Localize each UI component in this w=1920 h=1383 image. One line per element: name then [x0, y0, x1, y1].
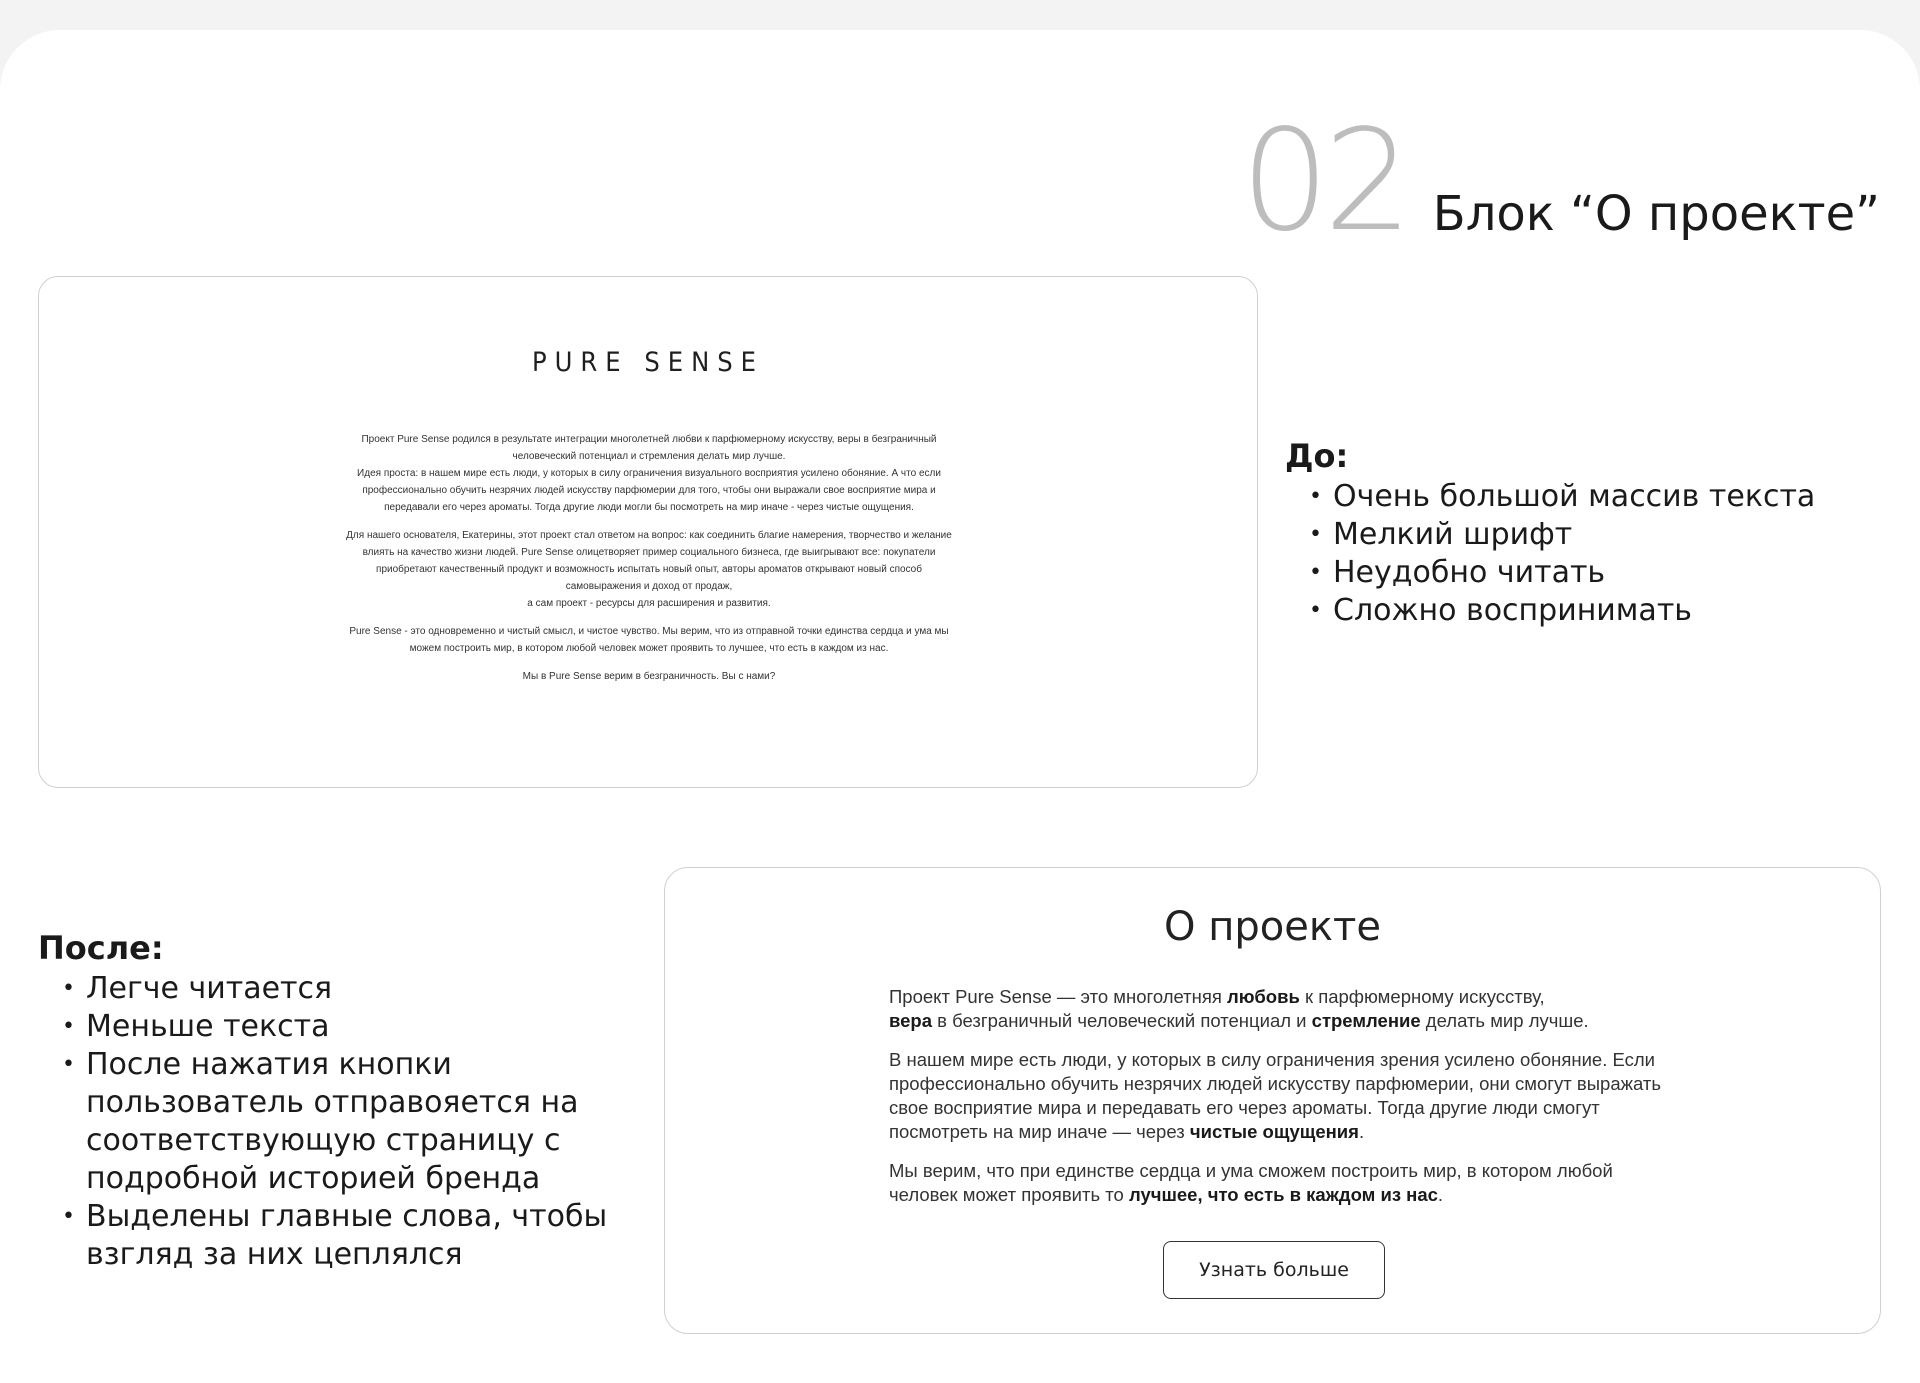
- before-notes: [1285, 438, 1885, 630]
- text-span: делать мир лучше.: [1420, 1010, 1589, 1031]
- before-list-item: • Неудобно читать: [1309, 554, 1885, 592]
- after-screenshot-card: [664, 867, 1881, 1334]
- before-screenshot-card: [38, 276, 1258, 788]
- before-list-item: • Очень большой массив текста: [1309, 478, 1885, 516]
- after-body-text: [889, 985, 1679, 1222]
- after-notes: [38, 930, 638, 1274]
- after-list-item: • После нажатия кнопки пользователь отправояется на соответствующую страницу с подробной историей бренда: [62, 1046, 638, 1198]
- before-paragraph: Мы в Pure Sense верим в безграничность. Вы с нами?: [522, 671, 776, 682]
- section-number: 02: [1240, 100, 1407, 263]
- before-heading: До:: [1285, 437, 1349, 475]
- slide-header: [1240, 100, 1880, 263]
- after-list-item: • Легче читается: [62, 970, 638, 1008]
- highlight-word: вера: [889, 1010, 933, 1031]
- after-list: [38, 970, 638, 1274]
- before-list-item: • Сложно воспринимать: [1309, 592, 1885, 630]
- text-span: .: [1437, 1184, 1444, 1205]
- before-paragraph: Проект Pure Sense родился в результате интеграции многолетней любви к парфюмерному искусству, веры в безграничный человеческий потенциал и стремления делать мир лучше. Идея проста: в нашем мире есть люди, у которых в силу ограничения визуального восприятия усилено обоняние. А что если профессионально обучить незрячих людей искусству парфюмерии для того, чтобы они выражали свое восприятие мира и передавали его через ароматы. Тогда другие люди могли бы посмотреть на мир иначе - через чистые ощущения.: [357, 434, 941, 513]
- before-list: [1285, 478, 1885, 630]
- before-list-item: • Мелкий шрифт: [1309, 516, 1885, 554]
- about-title: О проекте: [1164, 904, 1381, 950]
- highlight-word: любовь: [1227, 986, 1300, 1007]
- after-list-item: • Меньше текста: [62, 1008, 638, 1046]
- highlight-word: стремление: [1311, 1010, 1421, 1031]
- highlight-word: лучшее, что есть в каждом из нас: [1128, 1184, 1438, 1205]
- text-span: в безграничный человеческий потенциал и: [932, 1010, 1312, 1031]
- slide-canvas: [0, 30, 1920, 1383]
- section-title: Блок “О проекте”: [1432, 186, 1880, 242]
- before-paragraph: Pure Sense - это одновременно и чистый смысл, и чистое чувство. Мы верим, что из отправной точки единства сердца и ума мы можем построить мир, в котором любой человек может проявить то лучшее, что есть в каждом из нас.: [349, 626, 949, 654]
- text-span: В нашем мире есть люди, у которых в силу ограничения зрения усилено обоняние. Если профессионально обучить незрячих людей искусству парфюмерии, они смогут выражать свое восприятие мира и передавать его через ароматы. Тогда другие люди смогут посмотреть на мир иначе — через: [889, 1049, 1661, 1142]
- text-span: к парфюмерному искусству,: [1299, 986, 1545, 1007]
- before-body-text: [344, 431, 954, 696]
- text-span: Мы верим, что при единстве сердца и ума сможем построить мир, в котором любой человек может проявить то: [889, 1160, 1613, 1205]
- before-paragraph: Для нашего основателя, Екатерины, этот проект стал ответом на вопрос: как соединить благие намерения, творчество и желание влиять на качество жизни людей. Pure Sense олицетворяет пример социального бизнеса, где выигрывают все: покупатели приобретают качественный продукт и возможность испытать новый опыт, авторы ароматов открывают новый способ самовыражения и доход от продаж, а сам проект - ресурсы для расширения и развития.: [346, 530, 952, 609]
- after-paragraph-3: [889, 1159, 1679, 1207]
- learn-more-button[interactable]: Узнать больше: [1163, 1241, 1385, 1299]
- after-heading: После:: [38, 929, 164, 967]
- text-span: .: [1358, 1121, 1365, 1142]
- after-paragraph-2: [889, 1048, 1679, 1144]
- after-list-item: • Выделены главные слова, чтобы взгляд за них цеплялся: [62, 1198, 638, 1274]
- after-paragraph-1: [889, 985, 1679, 1033]
- highlight-word: чистые ощущения: [1189, 1121, 1359, 1142]
- brand-logo-text: PURE SENSE: [531, 347, 765, 378]
- text-span: Проект Pure Sense — это многолетняя: [889, 986, 1228, 1007]
